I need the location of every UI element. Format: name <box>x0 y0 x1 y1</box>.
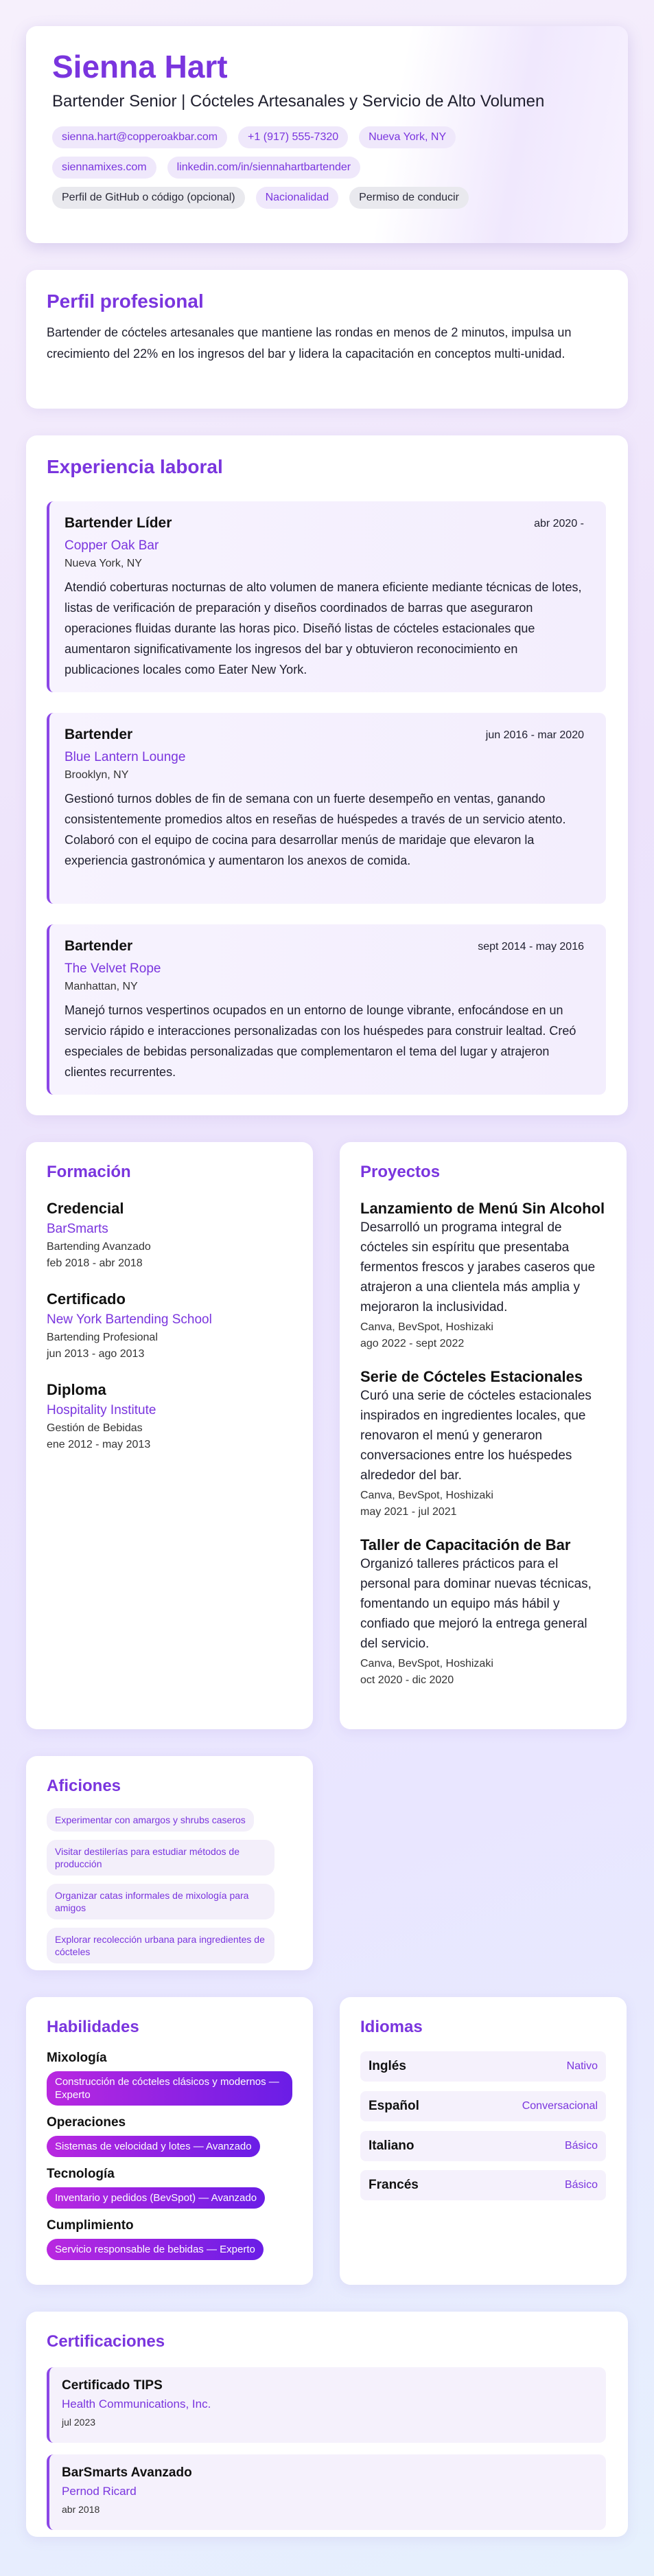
project-name: Serie de Cócteles Estacionales <box>360 1368 583 1385</box>
skills-card <box>26 1997 313 2285</box>
language-name: Inglés <box>369 2059 406 2073</box>
certifications-card <box>26 2312 628 2537</box>
skill-pill: Construcción de cócteles clásicos y modernos — Experto <box>47 2071 292 2106</box>
skill-pill: Sistemas de velocidad y lotes — Avanzado <box>47 2136 260 2157</box>
language-name: Español <box>369 2099 419 2113</box>
certification-name: Certificado TIPS <box>62 2378 163 2393</box>
education-program: Bartending Profesional <box>47 1332 158 1343</box>
education-card <box>26 1142 313 1729</box>
project-name: Taller de Capacitación de Bar <box>360 1536 571 1553</box>
experience-location: Brooklyn, NY <box>65 769 129 781</box>
language-level: Básico <box>564 2140 598 2152</box>
project-tools: Canva, BevSpot, Hoshizaki <box>360 1490 493 1501</box>
experience-description: Manejó turnos vespertinos ocupados en un entorno de lounge vibrante, enfocándose en un servicio rápido e interacciones personalizadas con los huéspedes para construir lealtad. Creó especiales de bebidas personalizadas que complementaron el tema del lugar y atrajeron clientes recurrentes. <box>65 1003 576 1079</box>
certification-date: jul 2023 <box>62 2417 96 2428</box>
location-chip: Nueva York, NY <box>359 126 456 148</box>
project-description: Curó una serie de cócteles estacionales inspirados en ingredientes locales, que renovaron el menú y generaron conversaciones entre los huéspedes alrededor del bar. <box>360 1389 592 1483</box>
experience-date: sept 2014 - may 2016 <box>478 941 584 953</box>
certification-name: BarSmarts Avanzado <box>62 2465 192 2480</box>
education-entry <box>47 1200 292 1270</box>
skills-title: Habilidades <box>47 2018 139 2036</box>
skill-group <box>47 2115 292 2157</box>
website-chip[interactable]: siennamixes.com <box>52 157 156 179</box>
experience-role: Bartender <box>65 727 133 742</box>
experience-role: Bartender <box>65 938 133 954</box>
experience-title: Experiencia laboral <box>47 456 223 477</box>
candidate-title: Bartender Senior | Cócteles Artesanales y Servicio de Alto Volumen <box>52 92 545 111</box>
project-description: Organizó talleres prácticos para el personal para dominar nuevas técnicas, fomentando un equipo más hábil y confiado que mejoró la entrega general del servicio. <box>360 1557 592 1651</box>
project-dates: oct 2020 - dic 2020 <box>360 1674 454 1686</box>
project-entry <box>360 1200 606 1350</box>
language-level: Nativo <box>566 2060 598 2072</box>
profile-text: Bartender de cócteles artesanales que mantiene las rondas en menos de 2 minutos, impulsa un crecimiento del 22% en los ingresos del bar y lidera la capacitación en conceptos multi-unidad. <box>47 326 572 361</box>
contact-chips <box>52 126 546 209</box>
hobbies-card <box>26 1756 313 1970</box>
experience-location: Nueva York, NY <box>65 558 142 569</box>
hobbies-title: Aficiones <box>47 1777 121 1795</box>
language-name: Francés <box>369 2178 419 2192</box>
email-chip[interactable]: sienna.hart@copperoakbar.com <box>52 126 227 148</box>
skill-category: Tecnología <box>47 2167 115 2181</box>
skill-group <box>47 2218 292 2260</box>
experience-item <box>47 924 606 1095</box>
education-institution: Hospitality Institute <box>47 1403 156 1417</box>
project-name: Lanzamiento de Menú Sin Alcohol <box>360 1200 605 1217</box>
profile-card <box>26 270 628 409</box>
certifications-title: Certificaciones <box>47 2332 165 2351</box>
experience-card <box>26 435 628 1115</box>
language-level: Básico <box>564 2179 598 2191</box>
language-row <box>360 2051 606 2082</box>
project-tools: Canva, BevSpot, Hoshizaki <box>360 1321 493 1333</box>
github-chip: Perfil de GitHub o código (opcional) <box>52 187 245 209</box>
skill-category: Operaciones <box>47 2115 126 2130</box>
projects-card <box>340 1142 627 1729</box>
phone-chip[interactable]: +1 (917) 555-7320 <box>238 126 348 148</box>
education-entry <box>47 1290 292 1360</box>
experience-company: Blue Lantern Lounge <box>65 750 186 764</box>
certification-issuer: Health Communications, Inc. <box>62 2397 211 2410</box>
profile-title: Perfil profesional <box>47 290 204 312</box>
skill-group <box>47 2167 292 2209</box>
education-dates: ene 2012 - may 2013 <box>47 1439 151 1450</box>
experience-role: Bartender Líder <box>65 515 172 531</box>
project-entry <box>360 1536 606 1687</box>
hobby-tag: Experimentar con amargos y shrubs caseros <box>47 1808 254 1832</box>
hobby-tag: Organizar catas informales de mixología para amigos <box>47 1884 275 1919</box>
education-type: Credencial <box>47 1200 124 1217</box>
education-title: Formación <box>47 1163 131 1181</box>
skill-category: Mixología <box>47 2051 107 2065</box>
education-institution: BarSmarts <box>47 1222 108 1236</box>
skill-group <box>47 2051 292 2106</box>
language-row <box>360 2131 606 2161</box>
education-dates: jun 2013 - ago 2013 <box>47 1348 145 1360</box>
project-dates: ago 2022 - sept 2022 <box>360 1338 465 1349</box>
certification-item <box>47 2367 606 2443</box>
project-tools: Canva, BevSpot, Hoshizaki <box>360 1658 493 1669</box>
language-row <box>360 2170 606 2200</box>
education-type: Diploma <box>47 1381 106 1398</box>
linkedin-chip[interactable]: linkedin.com/in/siennahartbartender <box>167 157 360 179</box>
experience-description: Gestionó turnos dobles de fin de semana con un fuerte desempeño en ventas, ganando consistentemente promedios altos en reseñas de huéspedes a través de un servicio atento. Colaboró con el equipo de cocina para desarrollar menús de maridaje que elevaron la experiencia gastronómica y aumentaron los anexos de comida. <box>65 792 566 867</box>
hobby-tag: Explorar recolección urbana para ingredientes de cócteles <box>47 1928 275 1963</box>
projects-title: Proyectos <box>360 1163 441 1181</box>
candidate-name: Sienna Hart <box>52 49 228 84</box>
skill-category: Cumplimiento <box>47 2218 134 2233</box>
language-name: Italiano <box>369 2139 414 2153</box>
experience-company: The Velvet Rope <box>65 961 161 976</box>
license-chip: Permiso de conducir <box>349 187 469 209</box>
project-dates: may 2021 - jul 2021 <box>360 1506 457 1518</box>
skill-pill: Servicio responsable de bebidas — Experto <box>47 2239 264 2260</box>
education-program: Gestión de Bebidas <box>47 1422 143 1434</box>
experience-date: jun 2016 - mar 2020 <box>485 729 584 741</box>
experience-location: Manhattan, NY <box>65 981 138 992</box>
experience-item <box>47 713 606 904</box>
education-institution: New York Bartending School <box>47 1312 212 1327</box>
certification-date: abr 2018 <box>62 2504 100 2515</box>
experience-item <box>47 501 606 692</box>
language-row <box>360 2091 606 2121</box>
project-description: Desarrolló un programa integral de cócteles sin espíritu que presentaba fermentos frescos y jarabes caseros que atrajeron a una clientela más amplia y mejoraron la inclusividad. <box>360 1220 596 1314</box>
certification-issuer: Pernod Ricard <box>62 2485 137 2498</box>
experience-company: Copper Oak Bar <box>65 538 159 553</box>
experience-description: Atendió coberturas nocturnas de alto volumen de manera eficiente mediante técnicas de lotes, listas de verificación de preparación y diseños coordinados de barras que aseguraron operaciones fluidas durante las horas pico. Diseñó listas de cócteles estacionales que aumentaron significativamente los ingresos del bar y obtuvieron reconocimiento en publicaciones locales como Eater New York. <box>65 580 582 676</box>
certification-item <box>47 2454 606 2530</box>
header-card <box>26 26 628 243</box>
project-entry <box>360 1368 606 1518</box>
education-program: Bartending Avanzado <box>47 1241 151 1253</box>
nationality-chip: Nacionalidad <box>256 187 339 209</box>
skill-pill: Inventario y pedidos (BevSpot) — Avanzado <box>47 2187 265 2209</box>
education-dates: feb 2018 - abr 2018 <box>47 1257 143 1269</box>
experience-date: abr 2020 - <box>534 518 584 529</box>
language-level: Conversacional <box>522 2100 598 2112</box>
languages-title: Idiomas <box>360 2018 423 2036</box>
languages-card <box>340 1997 627 2285</box>
education-type: Certificado <box>47 1290 126 1308</box>
hobby-tag: Visitar destilerías para estudiar métodos de producción <box>47 1840 275 1876</box>
education-entry <box>47 1381 292 1451</box>
